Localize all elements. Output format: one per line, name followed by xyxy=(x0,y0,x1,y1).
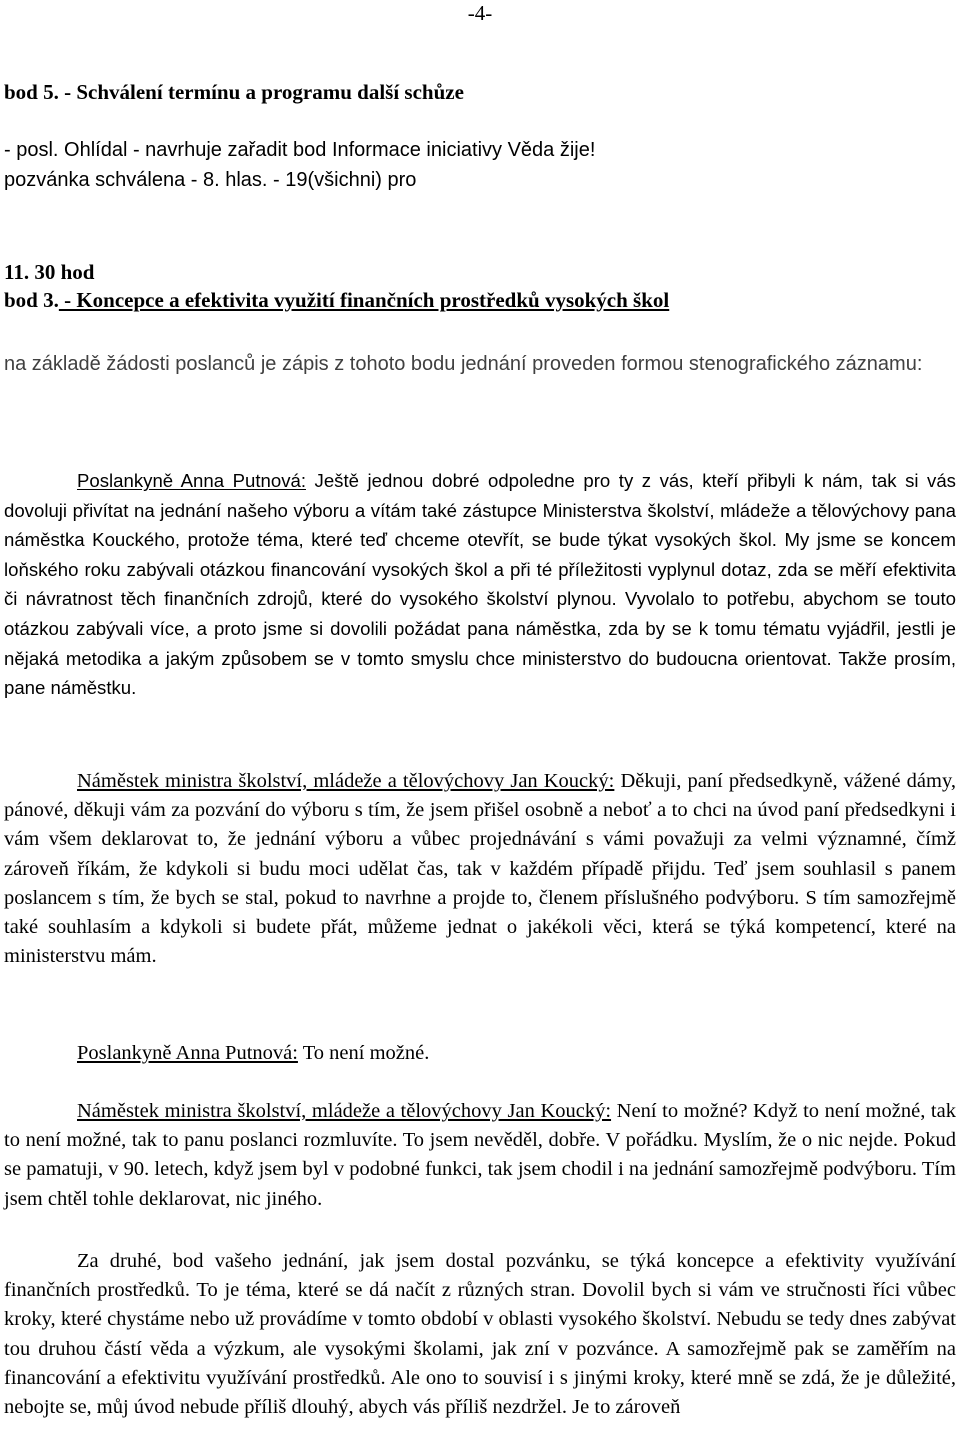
paragraph-koucky-3 xyxy=(4,1247,956,1422)
stenographic-note: na základě žádosti poslanců je zápis z tohoto bodu jednání proveden formou stenografického záznamu: xyxy=(4,353,923,375)
item5-heading-text: bod 5. - Schválení termínu a programu další schůze xyxy=(4,80,464,104)
time-heading: 11. 30 hod xyxy=(4,260,95,284)
paragraph-putnova-1 xyxy=(4,466,956,703)
document-page xyxy=(4,0,956,1456)
speaker-name: Náměstek ministra školství, mládeže a tělovýchovy Jan Koucký: xyxy=(77,770,615,792)
speech-text: Ještě jednou dobré odpoledne pro ty z vás, kteří přibyli k nám, tak si vás dovoluji přivítat na jednání našeho výboru a vítám také zástupce Ministerstva školství, mládeže a tělovýchovy pana náměstka Kouckého, protože téma, které teď chceme otevřít, se bude týkat vysokých škol. My jsme se koncem loňského roku zabývali otázkou financování vysokých škol a při té příležitosti vyplynul dotaz, zda se měří efektivita či návratnost těch finančních zdrojů, které do vysokého školství plynou. Vyvolalo to potřebu, abychom se touto otázkou zabývali více, a proto jsme si dovolili požádat pana náměstka, zda by se k tomu tématu vyjádřil, jestli je nějaká metodika a jakým způsobem se v tomto smyslu chce ministerstvo do budoucna orientovat. Takže prosím, pane náměstku. xyxy=(4,470,956,699)
speaker-name: Náměstek ministra školství, mládeže a tělovýchovy Jan Koucký: xyxy=(77,1100,612,1122)
paragraph-putnova-2 xyxy=(4,1039,956,1068)
item5-heading xyxy=(4,79,956,105)
paragraph-koucky-2 xyxy=(4,1097,956,1214)
paragraph-koucky-1 xyxy=(4,767,956,971)
speech-text: To není možné. xyxy=(297,1042,430,1064)
item3-title: - Koncepce a efektivita využití finančních prostředků vysokých škol xyxy=(58,288,670,312)
speaker-name: Poslankyně Anna Putnová: xyxy=(77,1042,298,1064)
speech-text: Není to možné? Když to není možné, tak to není možné, tak to panu poslanci rozmluvíte. To jsem nevěděl, dobře. V pořádku. Myslím, že o nic nejde. Pokud se pamatuji, v 90. letech, když jsem byl v podobné funkci, tak jsem chodil i na jednání samozřejmě podvýboru. Tím jsem chtěl tohle deklarovat, nic jiného. xyxy=(4,1100,956,1210)
page-number: -4- xyxy=(467,1,493,25)
speaker-name: Poslankyně Anna Putnová: xyxy=(77,470,306,491)
speech-text: Děkuji, paní předsedkyně, vážené dámy, pánové, děkuji vám za pozvání do výboru s tím, že jsem přišel osobně a neboť a to chci na úvod paní předsedkyni i vám všem deklarovat to, že jednání výboru a vůbec projednávání s vámi považuji za velmi významné, čímž zároveň říkám, že kdykoli si budu moci udělat čas, tak v každém případě přijdu. Teď jsem souhlasil s panem poslancem s tím, že bych se stal, pokud to navrhne a projde to, členem příslušného podvýboru. S tím samozřejmě také souhlasím a kdykoli si budete přát, můžeme jednat o jakékoli věci, která se týká kompetencí, které na ministerstvu mám. xyxy=(4,770,956,968)
item3-prefix: bod 3. xyxy=(4,288,59,312)
item3-heading xyxy=(4,287,956,313)
speech-text: Za druhé, bod vašeho jednání, jak jsem dostal pozvánku, se týká koncepce a efektivity využívání finančních prostředků. To je téma, které se dá načít z různých stran. Dovolil bych si vám ve stručnosti říci vůbec kroky, které chystáme nebo už provádíme v tomto období v oblasti vysokého školství. Nebudu se tedy dnes zabývat tou druhou částí věda a výzkum, ale vysokými školami, jak zní v pozvánce. A samozřejmě pak se zaměřím na financování a efektivitu využívání prostředků. Ale ono to souvisí i s jinými kroky, které mně se zdá, že je důležité, nebojte se, můj úvod nebude příliš dlouhý, abych vás příliš nezdržel. Je to zároveň xyxy=(4,1250,956,1419)
item5-note: - posl. Ohlídal - navrhuje zařadit bod Informace iniciativy Věda žije! pozvánka schválena - 8. hlas. - 19(všichni) pro xyxy=(4,139,596,191)
